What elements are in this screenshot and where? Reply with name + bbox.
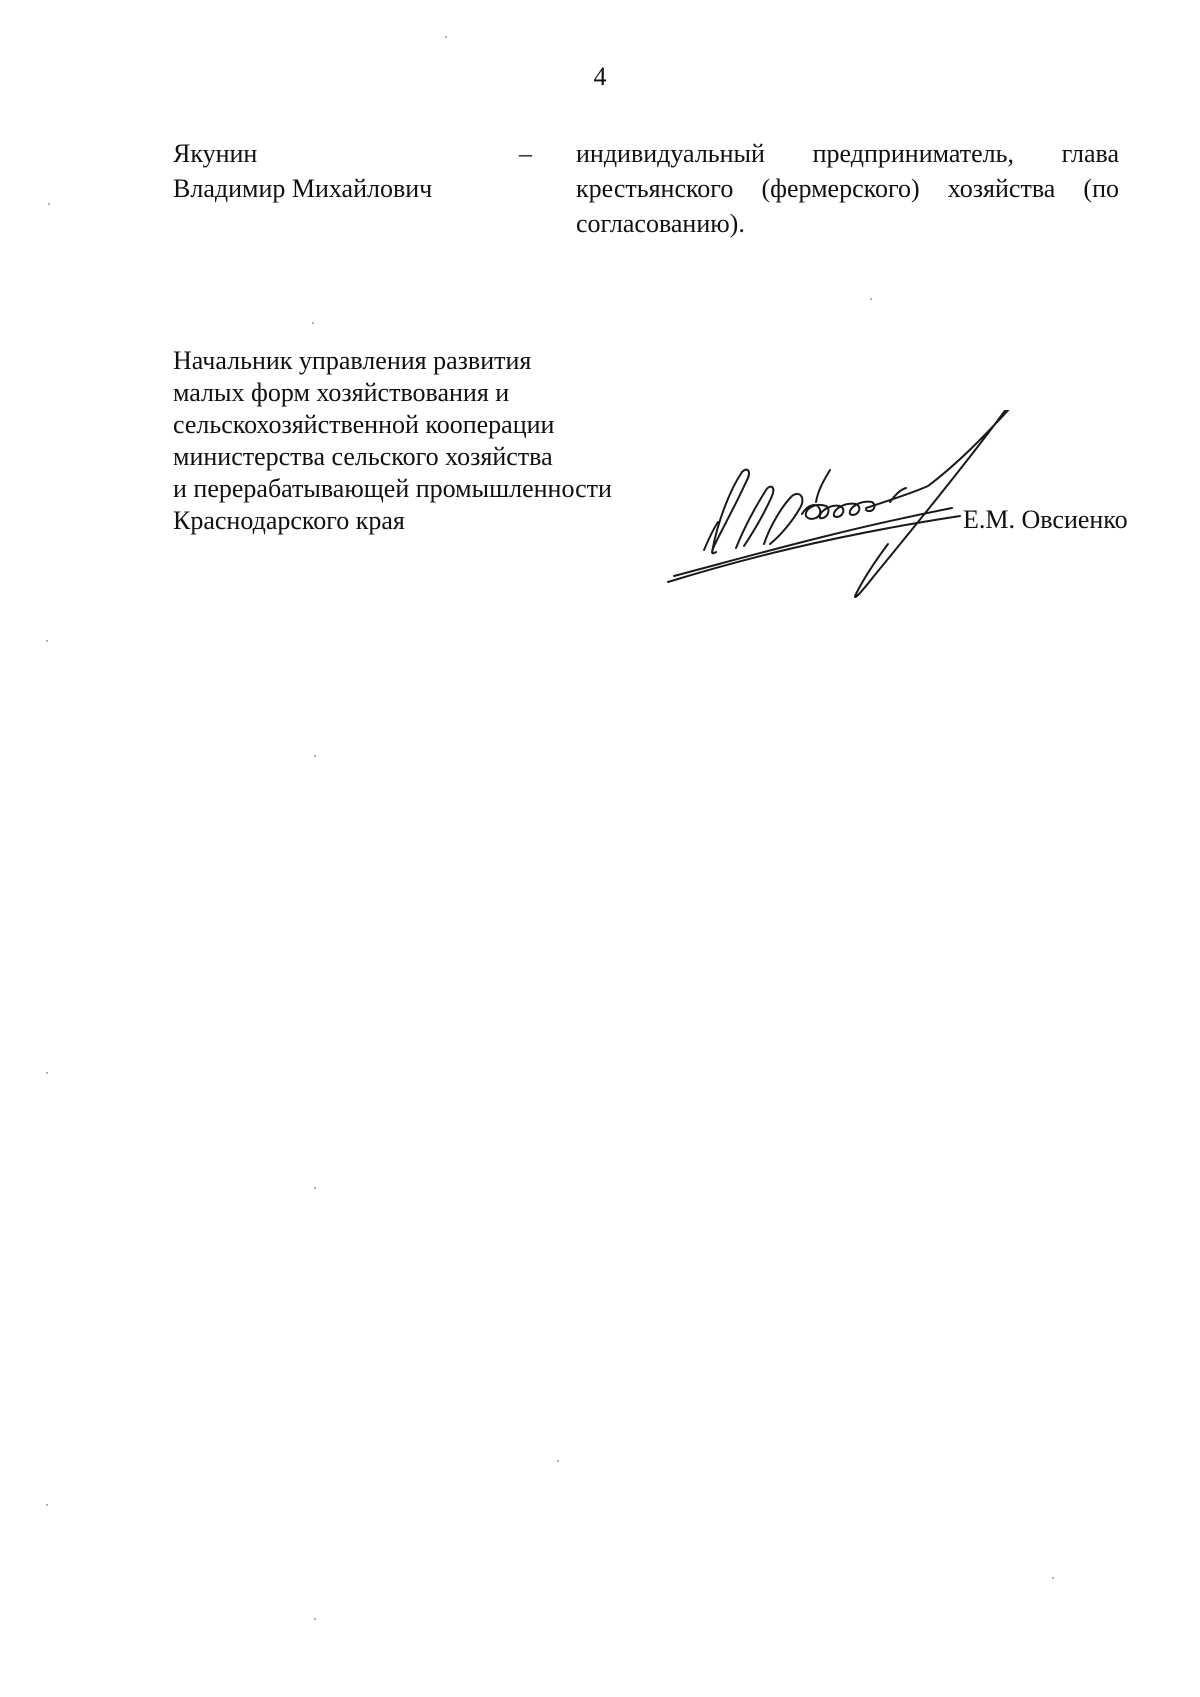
member-dash: – bbox=[519, 139, 532, 168]
member-given-names: Владимир Михайлович bbox=[173, 174, 433, 203]
scan-speck bbox=[1052, 1577, 1054, 1579]
signatory-title-line: малых форм хозяйствования и bbox=[173, 378, 510, 407]
scan-speck bbox=[46, 1072, 48, 1074]
scan-speck bbox=[46, 1504, 48, 1506]
signatory-title-line: министерства сельского хозяйства bbox=[173, 442, 553, 471]
member-description: индивидуальный предприниматель, глава крестьянского (фермерского) хозяйства (по согласованию). bbox=[576, 139, 1119, 238]
signatory-title-line: Краснодарского края bbox=[173, 506, 405, 535]
member-surname: Якунин bbox=[173, 139, 258, 168]
member-name bbox=[173, 136, 493, 206]
scan-speck bbox=[46, 640, 48, 642]
signatory-title-line: Начальник управления развития bbox=[173, 346, 532, 375]
member-entry bbox=[173, 136, 1119, 246]
signatory-name: Е.М. Овсиенко bbox=[963, 505, 1128, 534]
scan-speck bbox=[48, 203, 50, 205]
signatory-title bbox=[173, 345, 673, 537]
scan-speck bbox=[557, 1460, 559, 1462]
scan-speck bbox=[314, 1187, 316, 1189]
scan-speck bbox=[314, 755, 316, 757]
scan-speck bbox=[312, 322, 314, 324]
page-number: 4 bbox=[593, 62, 607, 91]
scan-speck bbox=[870, 298, 872, 300]
signatory-title-line: и перерабатывающей промышленности bbox=[173, 474, 612, 503]
signatory-title-line: сельскохозяйственной кооперации bbox=[173, 410, 555, 439]
scan-speck bbox=[445, 36, 447, 38]
scan-speck bbox=[314, 1618, 316, 1620]
